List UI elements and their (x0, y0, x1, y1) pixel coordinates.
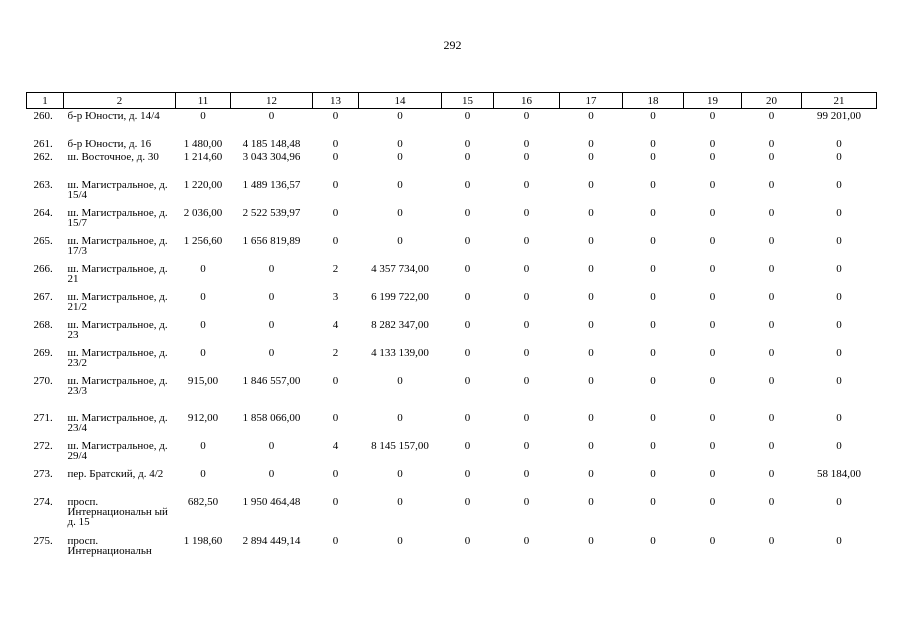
value-cell-20: 0 (768, 151, 775, 163)
value-cell-15: 0 (464, 347, 471, 359)
value-cell-13: 2 (332, 347, 339, 359)
value-cell-19: 0 (709, 468, 716, 480)
value-cell-14: 0 (397, 151, 403, 163)
value-cell-21: 58 184,00 (817, 468, 861, 480)
value-cell-18: 0 (650, 235, 656, 247)
value-cell-12: 0 (268, 440, 275, 452)
value-cell-20: 0 (768, 375, 775, 387)
value-cell-18: 0 (650, 496, 656, 508)
col-header: 19 (684, 93, 742, 109)
value-cell-11: 915,00 (187, 375, 219, 387)
row-number-cell: 265. (33, 235, 53, 247)
value-cell-12: 1 846 557,00 (242, 375, 301, 387)
col-header: 12 (231, 93, 313, 109)
value-cell-19: 0 (709, 496, 716, 508)
value-cell-17: 0 (588, 110, 594, 122)
value-cell-16: 0 (523, 138, 530, 150)
value-cell-17: 0 (588, 235, 594, 247)
value-cell-15: 0 (464, 412, 471, 424)
value-cell-11: 0 (200, 319, 206, 331)
value-cell-18: 0 (650, 207, 656, 219)
value-cell-12: 0 (268, 468, 275, 480)
value-cell-19: 0 (709, 138, 716, 150)
value-cell-21: 0 (836, 151, 842, 163)
value-cell-20: 0 (768, 535, 775, 547)
value-cell-19: 0 (709, 207, 716, 219)
address-cell: просп. Интернациональн (67, 535, 152, 557)
value-cell-16: 0 (523, 179, 530, 191)
value-cell-14: 0 (397, 535, 403, 547)
value-cell-11: 912,00 (187, 412, 219, 424)
value-cell-19: 0 (709, 263, 716, 275)
value-cell-14: 0 (397, 496, 403, 508)
value-cell-16: 0 (523, 151, 530, 163)
value-cell-20: 0 (768, 207, 775, 219)
col-header: 2 (64, 93, 176, 109)
value-cell-19: 0 (709, 110, 716, 122)
value-cell-14: 0 (397, 179, 403, 191)
value-cell-15: 0 (464, 138, 471, 150)
value-cell-15: 0 (464, 375, 471, 387)
address-cell: ш. Магистральное, д. 15/4 (67, 179, 168, 201)
value-cell-15: 0 (464, 151, 471, 163)
value-cell-14: 6 199 722,00 (371, 291, 429, 303)
value-cell-21: 0 (836, 412, 842, 424)
row-number-cell: 268. (33, 319, 53, 331)
col-header: 14 (359, 93, 442, 109)
value-cell-16: 0 (523, 347, 530, 359)
value-cell-13: 0 (332, 151, 339, 163)
value-cell-19: 0 (709, 179, 716, 191)
value-cell-17: 0 (588, 440, 594, 452)
value-cell-17: 0 (588, 496, 594, 508)
table-row (27, 234, 877, 262)
address-cell: просп. Интернациональн ый д. 15 (67, 496, 168, 528)
value-cell-21: 0 (836, 347, 842, 359)
value-cell-17: 0 (588, 207, 594, 219)
value-cell-11: 0 (200, 110, 206, 122)
value-cell-20: 0 (768, 468, 775, 480)
row-number-cell: 270. (33, 375, 53, 387)
value-cell-11: 2 036,00 (183, 207, 223, 219)
value-cell-20: 0 (768, 291, 775, 303)
value-cell-12: 3 043 304,96 (242, 151, 301, 163)
value-cell-12: 0 (268, 319, 275, 331)
page-number: 292 (443, 38, 462, 52)
value-cell-14: 0 (397, 138, 403, 150)
value-cell-17: 0 (588, 375, 594, 387)
value-cell-17: 0 (588, 347, 594, 359)
value-cell-18: 0 (650, 535, 656, 547)
value-cell-13: 4 (332, 440, 339, 452)
row-number-cell: 266. (33, 263, 53, 275)
value-cell-13: 0 (332, 179, 339, 191)
value-cell-17: 0 (588, 468, 594, 480)
row-number-cell: 271. (33, 412, 53, 424)
value-cell-18: 0 (650, 375, 656, 387)
value-cell-12: 1 656 819,89 (242, 235, 301, 247)
value-cell-19: 0 (709, 412, 716, 424)
value-cell-15: 0 (464, 496, 471, 508)
value-cell-18: 0 (650, 138, 656, 150)
value-cell-21: 0 (836, 291, 842, 303)
value-cell-11: 0 (200, 468, 206, 480)
col-header: 20 (742, 93, 802, 109)
value-cell-13: 0 (332, 496, 339, 508)
table-row (27, 150, 877, 178)
row-number-cell: 261. (33, 138, 53, 150)
address-cell: ш. Магистральное, д. 23 (67, 319, 168, 341)
data-table (26, 92, 877, 562)
value-cell-16: 0 (523, 412, 530, 424)
value-cell-14: 8 282 347,00 (371, 319, 429, 331)
value-cell-15: 0 (464, 319, 471, 331)
value-cell-14: 0 (397, 207, 403, 219)
value-cell-17: 0 (588, 319, 594, 331)
value-cell-19: 0 (709, 291, 716, 303)
address-cell: ш. Магистральное, д. 23/4 (67, 412, 168, 434)
value-cell-18: 0 (650, 440, 656, 452)
value-cell-15: 0 (464, 207, 471, 219)
col-header: 16 (494, 93, 560, 109)
value-cell-13: 0 (332, 235, 339, 247)
value-cell-13: 0 (332, 375, 339, 387)
value-cell-15: 0 (464, 468, 471, 480)
value-cell-16: 0 (523, 235, 530, 247)
table-row (27, 439, 877, 467)
col-header: 17 (560, 93, 623, 109)
row-number-cell: 275. (33, 535, 53, 547)
value-cell-13: 0 (332, 535, 339, 547)
table-row (27, 206, 877, 234)
table-row (27, 346, 877, 374)
value-cell-19: 0 (709, 235, 716, 247)
value-cell-14: 0 (397, 412, 403, 424)
value-cell-11: 1 480,00 (183, 138, 223, 150)
value-cell-18: 0 (650, 263, 656, 275)
col-header: 21 (802, 93, 877, 109)
row-number-cell: 273. (33, 468, 53, 480)
col-header: 1 (27, 93, 64, 109)
value-cell-18: 0 (650, 179, 656, 191)
value-cell-20: 0 (768, 110, 775, 122)
table-row (27, 262, 877, 290)
table-row (27, 318, 877, 346)
value-cell-20: 0 (768, 263, 775, 275)
address-cell: ш. Магистральное, д. 15/7 (67, 207, 168, 229)
value-cell-18: 0 (650, 468, 656, 480)
col-header: 11 (176, 93, 231, 109)
value-cell-15: 0 (464, 110, 471, 122)
value-cell-11: 1 198,60 (183, 535, 223, 547)
table-row (27, 467, 877, 495)
row-number-cell: 267. (33, 291, 53, 303)
value-cell-13: 0 (332, 468, 339, 480)
value-cell-13: 0 (332, 412, 339, 424)
value-cell-12: 0 (268, 347, 275, 359)
address-cell: ш. Магистральное, д. 21 (67, 263, 168, 285)
value-cell-15: 0 (464, 440, 471, 452)
value-cell-16: 0 (523, 496, 530, 508)
value-cell-17: 0 (588, 151, 594, 163)
value-cell-14: 0 (397, 110, 403, 122)
row-number-cell: 269. (33, 347, 53, 359)
value-cell-18: 0 (650, 412, 656, 424)
value-cell-11: 1 214,60 (183, 151, 223, 163)
col-header: 18 (623, 93, 684, 109)
value-cell-13: 2 (332, 263, 339, 275)
value-cell-19: 0 (709, 440, 716, 452)
value-cell-16: 0 (523, 440, 530, 452)
value-cell-16: 0 (523, 535, 530, 547)
row-number-cell: 274. (33, 496, 53, 508)
value-cell-11: 682,50 (187, 496, 219, 508)
table-row (27, 374, 877, 411)
value-cell-16: 0 (523, 263, 530, 275)
value-cell-15: 0 (464, 291, 471, 303)
row-number-cell: 272. (33, 440, 53, 452)
value-cell-14: 0 (397, 375, 403, 387)
value-cell-13: 0 (332, 110, 339, 122)
value-cell-17: 0 (588, 412, 594, 424)
value-cell-14: 8 145 157,00 (371, 440, 429, 452)
value-cell-13: 3 (332, 291, 339, 303)
value-cell-19: 0 (709, 347, 716, 359)
address-cell: ш. Магистральное, д. 17/3 (67, 235, 168, 257)
value-cell-14: 4 133 139,00 (371, 347, 429, 359)
value-cell-15: 0 (464, 263, 471, 275)
value-cell-11: 0 (200, 347, 206, 359)
value-cell-21: 0 (836, 535, 842, 547)
value-cell-14: 0 (397, 235, 403, 247)
value-cell-17: 0 (588, 263, 594, 275)
address-cell: ш. Магистральное, д. 23/3 (67, 375, 168, 397)
value-cell-21: 0 (836, 319, 842, 331)
table-row (27, 178, 877, 206)
value-cell-11: 0 (200, 263, 206, 275)
value-cell-11: 0 (200, 291, 206, 303)
table-row (27, 290, 877, 318)
value-cell-19: 0 (709, 535, 716, 547)
value-cell-13: 4 (332, 319, 339, 331)
table-row (27, 137, 877, 150)
col-header: 15 (442, 93, 494, 109)
value-cell-20: 0 (768, 179, 775, 191)
table-body (27, 109, 877, 563)
value-cell-15: 0 (464, 535, 471, 547)
header-row (27, 93, 877, 109)
value-cell-16: 0 (523, 110, 530, 122)
value-cell-18: 0 (650, 151, 656, 163)
row-number-cell: 263. (33, 179, 53, 191)
value-cell-12: 4 185 148,48 (242, 138, 301, 150)
value-cell-17: 0 (588, 535, 594, 547)
value-cell-13: 0 (332, 207, 339, 219)
value-cell-17: 0 (588, 179, 594, 191)
value-cell-11: 1 220,00 (183, 179, 223, 191)
value-cell-18: 0 (650, 291, 656, 303)
value-cell-16: 0 (523, 207, 530, 219)
table-row (27, 411, 877, 439)
value-cell-21: 0 (836, 235, 842, 247)
value-cell-16: 0 (523, 375, 530, 387)
value-cell-19: 0 (709, 375, 716, 387)
value-cell-16: 0 (523, 468, 530, 480)
value-cell-19: 0 (709, 151, 716, 163)
value-cell-16: 0 (523, 319, 530, 331)
value-cell-15: 0 (464, 235, 471, 247)
value-cell-12: 1 489 136,57 (242, 179, 301, 191)
value-cell-14: 0 (397, 468, 403, 480)
table-row (27, 534, 877, 562)
value-cell-20: 0 (768, 138, 775, 150)
address-cell: ш. Магистральное, д. 23/2 (67, 347, 168, 369)
value-cell-11: 0 (200, 440, 206, 452)
value-cell-18: 0 (650, 347, 656, 359)
address-cell: ш. Восточное, д. 30 (67, 151, 159, 163)
value-cell-19: 0 (709, 319, 716, 331)
value-cell-18: 0 (650, 319, 656, 331)
value-cell-21: 0 (836, 179, 842, 191)
value-cell-20: 0 (768, 496, 775, 508)
value-cell-17: 0 (588, 138, 594, 150)
value-cell-12: 0 (268, 263, 275, 275)
value-cell-17: 0 (588, 291, 594, 303)
row-number-cell: 260. (33, 110, 53, 122)
value-cell-21: 0 (836, 375, 842, 387)
value-cell-21: 0 (836, 496, 842, 508)
col-header: 13 (313, 93, 359, 109)
value-cell-12: 0 (268, 110, 275, 122)
value-cell-21: 0 (836, 207, 842, 219)
row-number-cell: 264. (33, 207, 53, 219)
address-cell: б-р Юности, д. 14/4 (67, 110, 160, 122)
value-cell-20: 0 (768, 440, 775, 452)
value-cell-21: 0 (836, 440, 842, 452)
value-cell-12: 2 894 449,14 (242, 535, 301, 547)
value-cell-14: 4 357 734,00 (371, 263, 429, 275)
value-cell-20: 0 (768, 412, 775, 424)
address-cell: ш. Магистральное, д. 21/2 (67, 291, 168, 313)
value-cell-12: 0 (268, 291, 275, 303)
table-row (27, 109, 877, 138)
value-cell-12: 2 522 539,97 (242, 207, 301, 219)
value-cell-15: 0 (464, 179, 471, 191)
value-cell-20: 0 (768, 235, 775, 247)
value-cell-21: 0 (836, 263, 842, 275)
row-number-cell: 262. (33, 151, 53, 163)
address-cell: пер. Братский, д. 4/2 (67, 468, 164, 480)
value-cell-12: 1 950 464,48 (242, 496, 301, 508)
address-cell: ш. Магистральное, д. 29/4 (67, 440, 168, 462)
value-cell-18: 0 (650, 110, 656, 122)
value-cell-20: 0 (768, 347, 775, 359)
value-cell-16: 0 (523, 291, 530, 303)
value-cell-21: 0 (836, 138, 842, 150)
address-cell: б-р Юности, д. 16 (67, 138, 152, 150)
value-cell-13: 0 (332, 138, 339, 150)
value-cell-21: 99 201,00 (817, 110, 861, 122)
value-cell-11: 1 256,60 (183, 235, 223, 247)
value-cell-12: 1 858 066,00 (242, 412, 301, 424)
value-cell-20: 0 (768, 319, 775, 331)
table-row (27, 495, 877, 534)
